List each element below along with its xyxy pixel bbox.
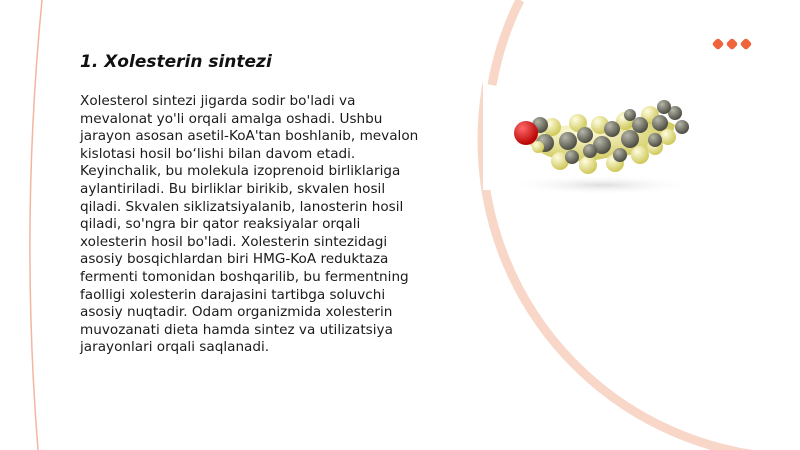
slide-title: 1. Xolesterin sintezi bbox=[80, 52, 272, 72]
slide-body-text: Xolesterol sintezi jigarda sodir bo'ladi va mevalonat yo'li orqali amalga oshadi. Ushbu jarayon asosan asetil-KoA'tan boshlanib, mevalon kislotasi hosil bo‘lishi bilan davom etadi. Keyinchalik, bu molekula izoprenoid birliklariga aylantiriladi. Bu birliklar birikib, skvalen hosil qiladi. Skvalen siklizatsiyalanib, lanosterin hosil qiladi, so'ngra bir qator reaksiyalar orqali xolesterin hosil bo'ladi. Xolesterin sintezidagi asosiy bosqichlardan biri HMG-KoA reduktaza fermenti tomonidan boshqarilib, bu fermentning faolligi xolesterin darajasini tartibga soluvchi asosiy nuqtadir. Odam organizmida xolesterin muvozanati dieta hamda sintez va utilizatsiya jarayonlari orqali saqlanadi. bbox=[80, 93, 419, 356]
dot-icon bbox=[740, 38, 753, 51]
three-dots-decoration bbox=[713, 39, 751, 49]
dot-icon bbox=[712, 38, 725, 51]
molecule-3d-model-icon bbox=[490, 85, 710, 200]
dot-icon bbox=[726, 38, 739, 51]
